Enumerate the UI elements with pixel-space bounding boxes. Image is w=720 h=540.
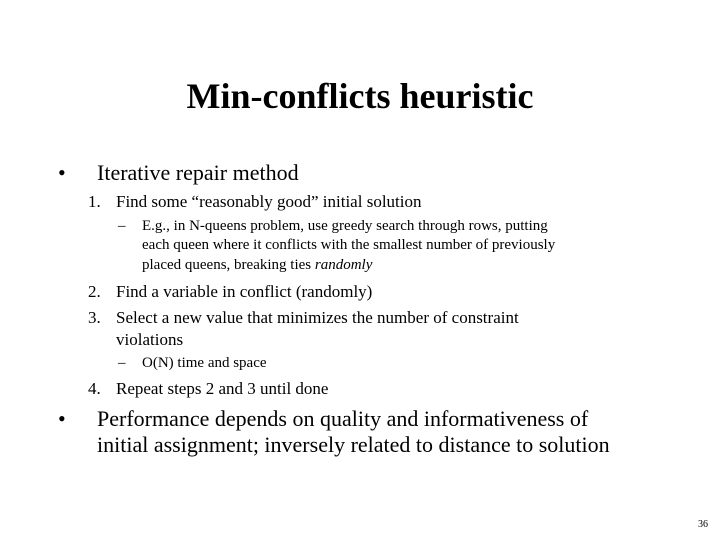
sub-dash: – <box>118 355 126 371</box>
bullet-performance-line-2: initial assignment; inversely related to distance to solution <box>97 432 610 457</box>
slide-title: Min-conflicts heuristic <box>186 76 534 116</box>
bullet-marker: • <box>58 160 66 185</box>
step-3-sub-text: O(N) time and space <box>142 355 267 371</box>
bullet-performance-line-1: Performance depends on quality and informativeness of <box>97 406 589 431</box>
emphasis-randomly: randomly <box>314 257 373 273</box>
step-4-text: Repeat steps 2 and 3 until done <box>116 379 329 398</box>
step-3-text-line-2: violations <box>116 330 184 349</box>
step-1-sub-line-3: placed queens, breaking ties randomly <box>142 257 373 273</box>
bullet-marker: • <box>58 406 66 431</box>
step-number: 1. <box>88 192 101 211</box>
step-number: 3. <box>88 308 101 327</box>
sub-dash: – <box>118 218 126 234</box>
step-number: 4. <box>88 379 101 398</box>
step-1-sub-line-1: E.g., in N-queens problem, use greedy search through rows, putting <box>142 218 548 234</box>
step-number: 2. <box>88 282 101 301</box>
step-1-sub-line-2: each queen where it conflicts with the smallest number of previously <box>142 237 556 253</box>
page-number: 36 <box>698 519 708 530</box>
step-1-text: Find some “reasonably good” initial solution <box>116 192 422 211</box>
step-2-text: Find a variable in conflict (randomly) <box>116 282 373 301</box>
step-3-text-line-1: Select a new value that minimizes the number of constraint <box>116 308 519 327</box>
bullet-iterative-repair: Iterative repair method <box>97 160 299 185</box>
